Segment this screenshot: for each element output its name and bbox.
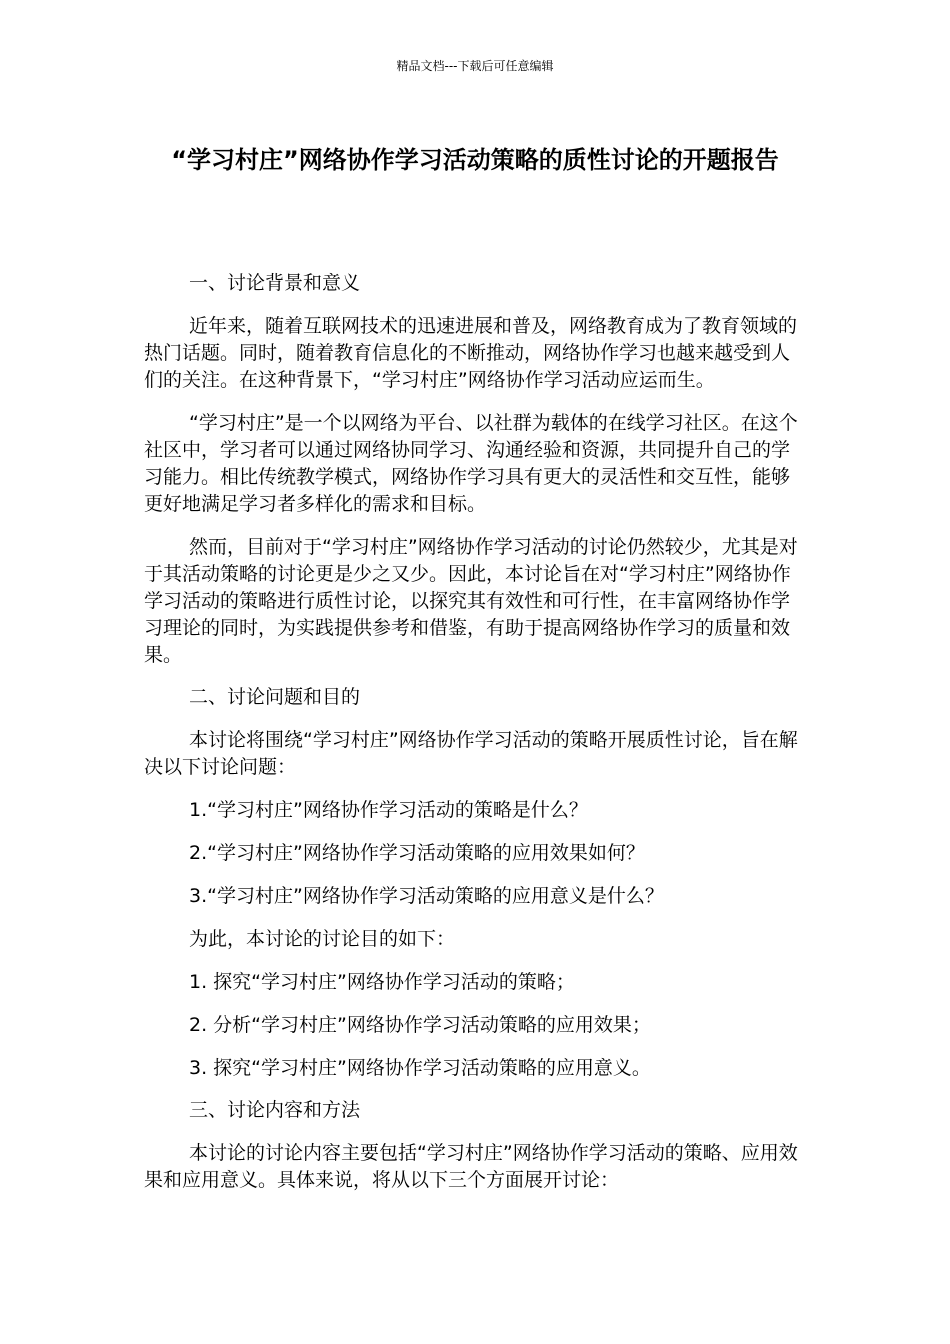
- document-title: “学习村庄”网络协作学习活动策略的质性讨论的开题报告: [171, 146, 779, 174]
- paragraph-goals-intro: 为此，本讨论的讨论目的如下：: [189, 928, 456, 950]
- header-note: 精品文档---下载后可任意编辑: [396, 59, 554, 73]
- question-item: 1.“学习村庄”网络协作学习活动的策略是什么？: [189, 799, 588, 821]
- section-heading-questions: 二、讨论问题和目的: [189, 686, 361, 708]
- paragraph-background-3: 然而，目前对于“学习村庄”网络协作学习活动的讨论仍然较少，尤其是对于其活动策略的讨论更是少之又少。因此，本讨论旨在对“学习村庄”网络协作学习活动的策略进行质性讨论，以探究其有效性和可行性，在丰富网络协作学习理论的同时，为实践提供参考和借鉴，有助于提高网络协作学习的质量和效果。: [144, 536, 798, 666]
- question-item: 2.“学习村庄”网络协作学习活动策略的应用效果如何？: [189, 842, 645, 864]
- paragraph-content-methods: 本讨论的讨论内容主要包括“学习村庄”网络协作学习活动的策略、应用效果和应用意义。具体来说，将从以下三个方面展开讨论：: [144, 1142, 798, 1191]
- goal-item: 3. 探究“学习村庄”网络协作学习活动策略的应用意义。: [189, 1057, 651, 1079]
- paragraph-background-1: 近年来，随着互联网技术的迅速进展和普及，网络教育成为了教育领域的热门话题。同时，随着教育信息化的不断推动，网络协作学习也越来越受到人们的关注。在这种背景下，“学习村庄”网络协作学习活动应运而生。: [144, 315, 798, 391]
- section-heading-background: 一、讨论背景和意义: [189, 272, 361, 294]
- goal-item: 1. 探究“学习村庄”网络协作学习活动的策略；: [189, 971, 575, 993]
- section-heading-content-methods: 三、讨论内容和方法: [189, 1099, 361, 1121]
- goal-item: 2. 分析“学习村庄”网络协作学习活动策略的应用效果；: [189, 1014, 651, 1036]
- paragraph-background-2: “学习村庄”是一个以网络为平台、以社群为载体的在线学习社区。在这个社区中，学习者可以通过网络协同学习、沟通经验和资源，共同提升自己的学习能力。相比传统教学模式，网络协作学习具有更大的灵活性和交互性，能够更好地满足学习者多样化的需求和目标。: [144, 412, 798, 515]
- question-item: 3.“学习村庄”网络协作学习活动策略的应用意义是什么？: [189, 885, 664, 907]
- document-body: [144, 270, 806, 1194]
- paragraph-questions-intro: 本讨论将围绕“学习村庄”网络协作学习活动的策略开展质性讨论，旨在解决以下讨论问题：: [144, 729, 798, 778]
